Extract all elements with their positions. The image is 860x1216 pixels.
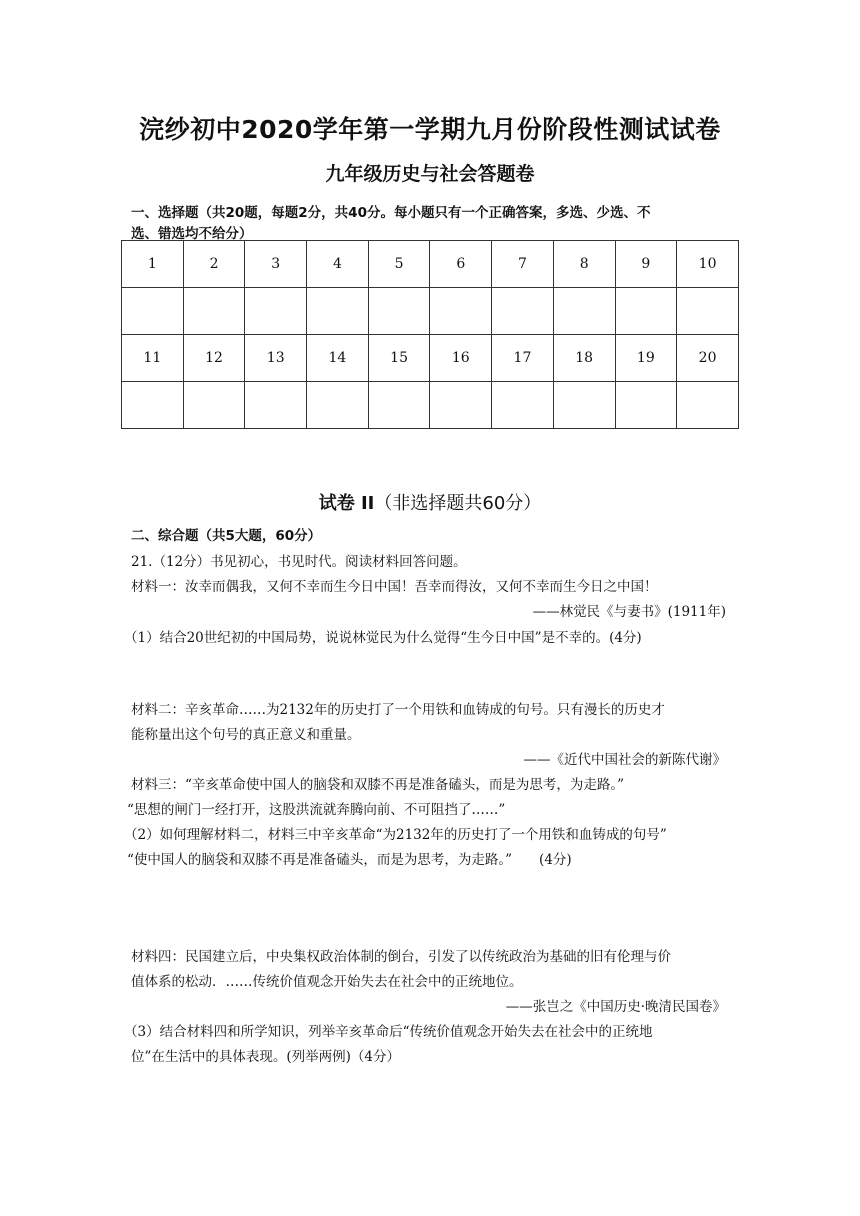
- answer-cell[interactable]: [183, 382, 245, 429]
- answer-cell[interactable]: [368, 288, 430, 335]
- part2-desc: （非选择题共60分）: [374, 493, 542, 514]
- answer-cell[interactable]: [430, 288, 492, 335]
- question-number: 10: [677, 241, 739, 288]
- material-4-source: ——张岂之《中国历史·晚清民国卷》: [505, 999, 726, 1015]
- question-number: 11: [122, 335, 184, 382]
- answer-cell[interactable]: [122, 288, 184, 335]
- answer-row: [122, 288, 739, 335]
- question-3-line1: （3）结合材料四和所学知识，列举辛亥革命后“传统价值观念开始失去在社会中的正统地: [124, 1024, 653, 1040]
- question-number: 17: [492, 335, 554, 382]
- material-2-source: ——《近代中国社会的新陈代谢》: [523, 752, 726, 768]
- answer-cell[interactable]: [553, 382, 615, 429]
- answer-cell[interactable]: [183, 288, 245, 335]
- section1-instructions-line2: 选、错选均不给分）: [131, 226, 253, 242]
- answer-cell[interactable]: [430, 382, 492, 429]
- question-number: 13: [245, 335, 307, 382]
- answer-cell[interactable]: [122, 382, 184, 429]
- question-number: 8: [553, 241, 615, 288]
- question-3-line2: 位”在生活中的具体表现。(列举两例)（4分）: [131, 1049, 401, 1065]
- answer-cell[interactable]: [492, 382, 554, 429]
- answer-cell[interactable]: [245, 288, 307, 335]
- question-number: 6: [430, 241, 492, 288]
- answer-grid: [121, 240, 739, 429]
- question-2-line2: “使中国人的脑袋和双膝不再是准备磕头，而是为思考，为走路。” (4分): [127, 852, 572, 868]
- question-number: 4: [307, 241, 369, 288]
- answer-cell[interactable]: [307, 382, 369, 429]
- answer-cell[interactable]: [553, 288, 615, 335]
- question-1: （1）结合20世纪初的中国局势，说说林觉民为什么觉得“生今日中国”是不幸的。(4分): [124, 630, 642, 646]
- question-number: 15: [368, 335, 430, 382]
- question-number: 16: [430, 335, 492, 382]
- answer-cell[interactable]: [368, 382, 430, 429]
- answer-cell[interactable]: [615, 382, 677, 429]
- answer-row: [122, 382, 739, 429]
- question-number-row: [122, 241, 739, 288]
- question-number: 3: [245, 241, 307, 288]
- part2-heading: [0, 489, 860, 515]
- question-number: 14: [307, 335, 369, 382]
- question-number: 5: [368, 241, 430, 288]
- answer-sheet-subtitle: 九年级历史与社会答题卷: [325, 163, 535, 185]
- material-3-line2: “思想的闸门一经打开，这股洪流就奔腾向前、不可阻挡了……”: [127, 802, 506, 818]
- question-number: 12: [183, 335, 245, 382]
- material-3-line1: 材料三：“辛亥革命使中国人的脑袋和双膝不再是准备磕头，而是为思考，为走路。”: [131, 777, 625, 793]
- question-number: 18: [553, 335, 615, 382]
- answer-cell[interactable]: [492, 288, 554, 335]
- material-2-line2: 能称量出这个句号的真正意义和重量。: [131, 727, 361, 743]
- question-number: 9: [615, 241, 677, 288]
- question-number: 20: [677, 335, 739, 382]
- question-21-intro: 21.（12分）书见初心，书见时代。阅读材料回答问题。: [131, 554, 467, 570]
- answer-cell[interactable]: [307, 288, 369, 335]
- answer-cell[interactable]: [245, 382, 307, 429]
- answer-cell[interactable]: [677, 382, 739, 429]
- question-number: 19: [615, 335, 677, 382]
- material-2-line1: 材料二：辛亥革命……为2132年的历史打了一个用铁和血铸成的句号。只有漫长的历史才: [131, 702, 665, 718]
- part2-label: 试卷 II: [318, 493, 375, 514]
- material-1-source: ——林觉民《与妻书》(1911年): [532, 604, 726, 620]
- material-1: 材料一：汝幸而偶我，又何不幸而生今日中国！吾幸而得汝，又何不幸而生今日之中国！: [131, 579, 658, 595]
- material-4-line2: 值体系的松动．……传统价值观念开始失去在社会中的正统地位。: [131, 974, 523, 990]
- answer-cell[interactable]: [615, 288, 677, 335]
- section1-instructions-line1: 一、选择题（共20题，每题2分，共40分。每小题只有一个正确答案，多选、少选、不: [131, 205, 651, 221]
- question-number: 7: [492, 241, 554, 288]
- question-2-line1: （2）如何理解材料二，材料三中辛亥革命“为2132年的历史打了一个用铁和血铸成的句号”: [124, 827, 667, 843]
- material-4-line1: 材料四：民国建立后，中央集权政治体制的倒台，引发了以传统政治为基础的旧有伦理与价: [131, 949, 671, 965]
- question-number: 2: [183, 241, 245, 288]
- section2-heading: 二、综合题（共5大题，60分）: [131, 528, 322, 544]
- exam-title: 浣纱初中2020学年第一学期九月份阶段性测试试卷: [139, 115, 721, 144]
- question-number: 1: [122, 241, 184, 288]
- answer-cell[interactable]: [677, 288, 739, 335]
- question-number-row: [122, 335, 739, 382]
